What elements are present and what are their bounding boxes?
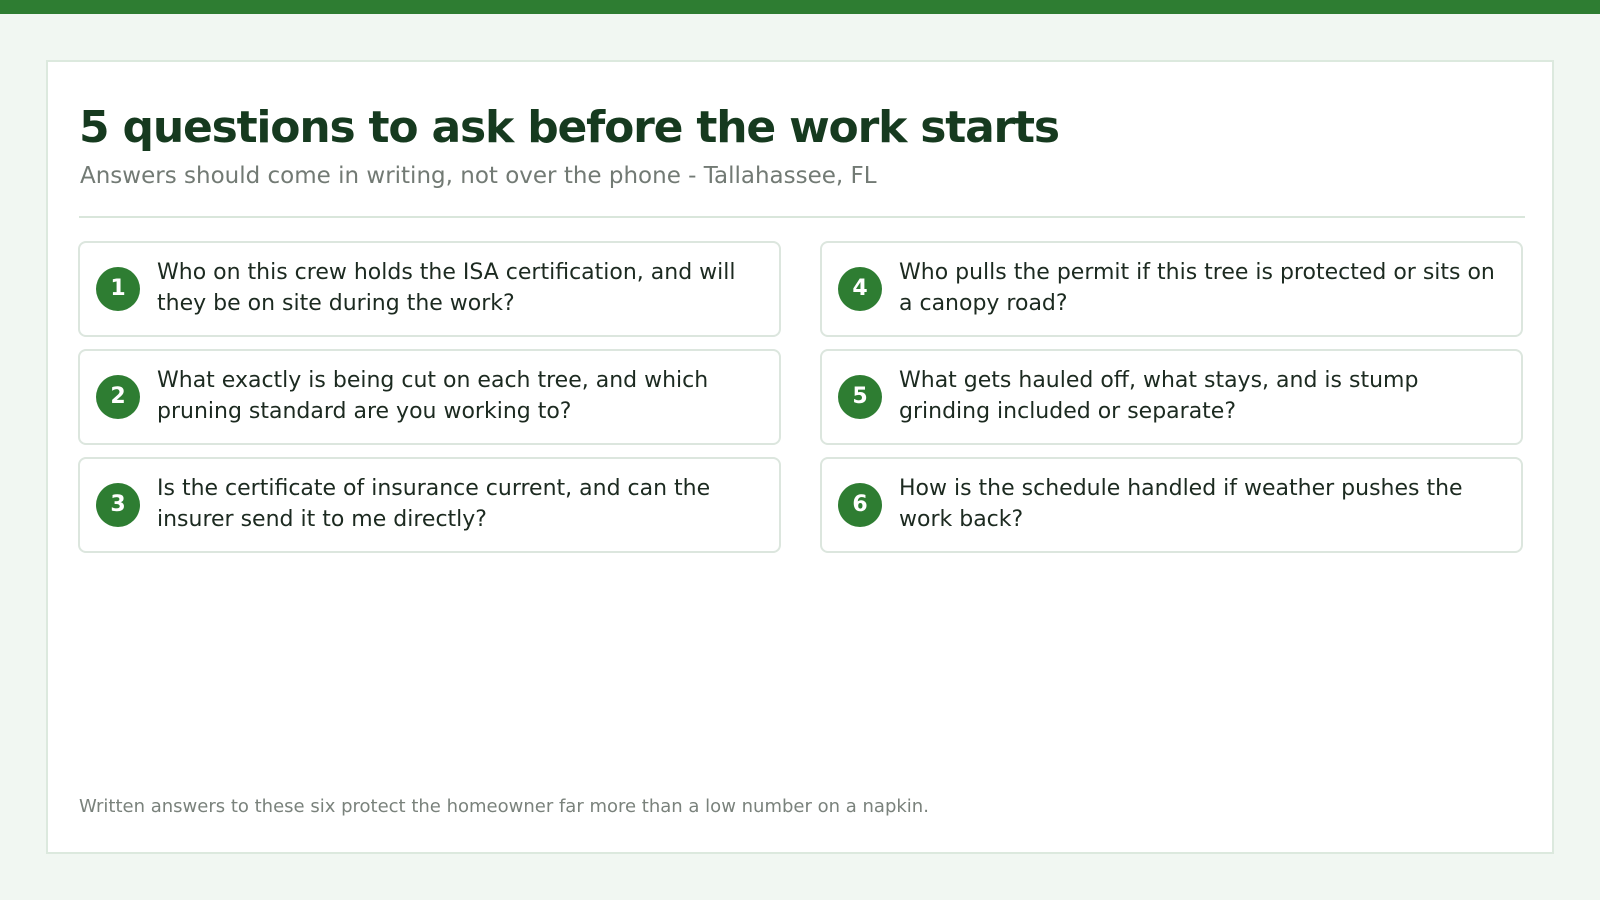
question-number-badge: 3: [96, 483, 140, 527]
question-card-5: [820, 349, 1523, 445]
footer-note: Written answers to these six protect the homeowner far more than a low number on a napkin.: [79, 796, 929, 817]
question-number-badge: 6: [838, 483, 882, 527]
question-text: What gets hauled off, what stays, and is stump grinding included or separate?: [899, 368, 1419, 424]
top-accent-bar: [0, 0, 1600, 14]
question-text: Who pulls the permit if this tree is protected or sits on a canopy road?: [899, 260, 1495, 316]
question-text: How is the schedule handled if weather pushes the work back?: [899, 476, 1463, 532]
question-number-badge: 4: [838, 267, 882, 311]
page-title: 5 questions to ask before the work starts: [79, 102, 1059, 153]
content-card: [46, 60, 1554, 854]
question-card-4: [820, 241, 1523, 337]
question-card-6: [820, 457, 1523, 553]
question-text: What exactly is being cut on each tree, and which pruning standard are you working to?: [157, 368, 709, 424]
header-divider: [79, 216, 1525, 218]
question-number-badge: 1: [96, 267, 140, 311]
question-text: Who on this crew holds the ISA certification, and will they be on site during the work?: [157, 260, 736, 316]
question-card-1: [78, 241, 781, 337]
question-card-2: [78, 349, 781, 445]
question-card-3: [78, 457, 781, 553]
question-number-badge: 2: [96, 375, 140, 419]
question-text: Is the certificate of insurance current, and can the insurer send it to me directly?: [157, 476, 711, 532]
question-number-badge: 5: [838, 375, 882, 419]
page-subtitle: Answers should come in writing, not over the phone - Tallahassee, FL: [80, 163, 877, 189]
